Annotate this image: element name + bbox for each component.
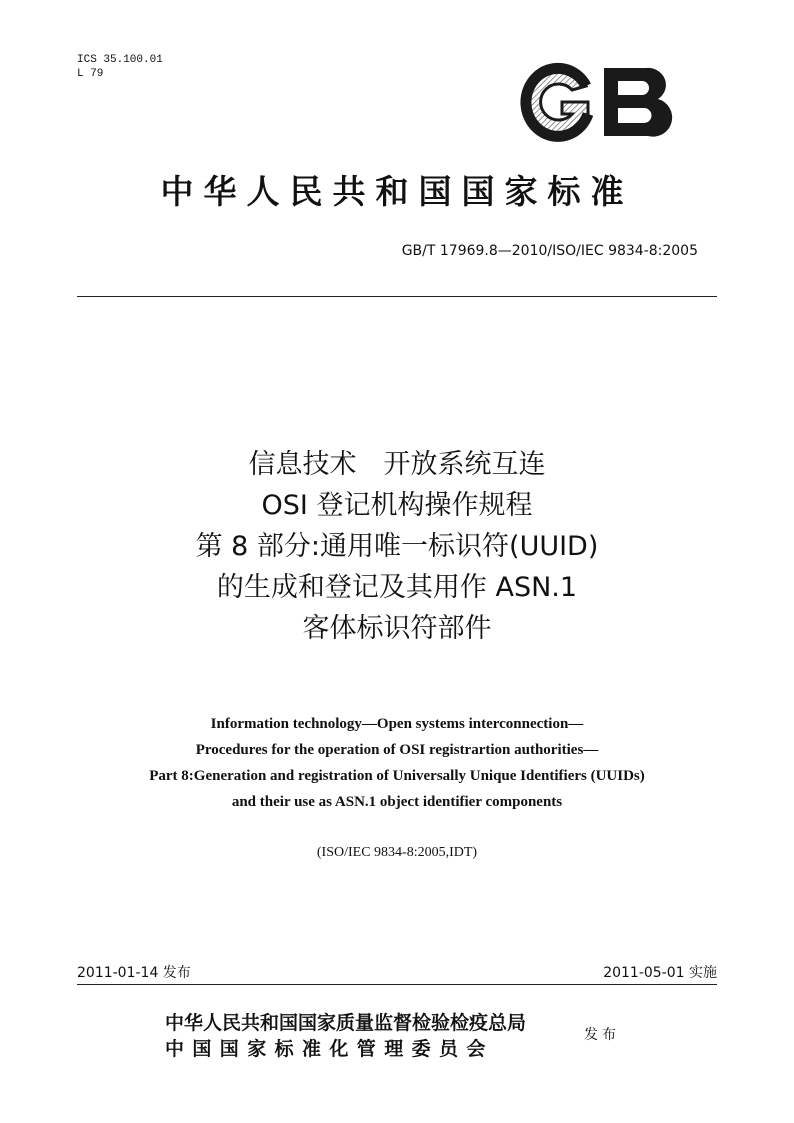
classification-codes [77,53,163,81]
header-divider [77,296,717,297]
issuer-aqsiq: 中华人民共和国国家质量监督检验检疫总局 [165,1012,527,1034]
issuer-sac: 中国国家标准化管理委员会 [165,1038,494,1060]
chinese-title-line: 信息技术 开放系统互连 [248,449,546,480]
chinese-title [0,444,794,649]
issue-label: 发布 [584,1027,620,1043]
english-title-line: Information technology—Open systems interconnection— [210,716,584,732]
english-title [0,711,794,815]
ccs-code: L 79 [77,68,104,80]
chinese-title-line: 客体标识符部件 [302,613,492,644]
implement-date: 2011-05-01 实施 [603,965,717,981]
standard-number: GB/T 17969.8—2010/ISO/IEC 9834-8:2005 [401,243,698,259]
ics-code: ICS 35.100.01 [77,54,163,66]
english-title-line: Part 8:Generation and registration of Universally Unique Identifiers (UUIDs) [149,768,645,784]
english-title-line: Procedures for the operation of OSI registrartion authorities— [195,742,599,758]
chinese-title-line: OSI 登记机构操作规程 [261,490,533,521]
issuing-authorities [165,1010,526,1062]
equivalence-note: (ISO/IEC 9834-8:2005,IDT) [316,845,478,860]
publish-date: 2011-01-14 发布 [77,965,191,981]
english-title-line: and their use as ASN.1 object identifier components [231,794,563,810]
national-standard-title: 中华人民共和国国家标准 [160,172,634,211]
footer-divider [77,984,717,985]
gb-logo [518,62,676,142]
chinese-title-line: 第 8 部分:通用唯一标识符(UUID) [195,531,599,562]
chinese-title-line: 的生成和登记及其用作 ASN.1 [216,572,578,603]
